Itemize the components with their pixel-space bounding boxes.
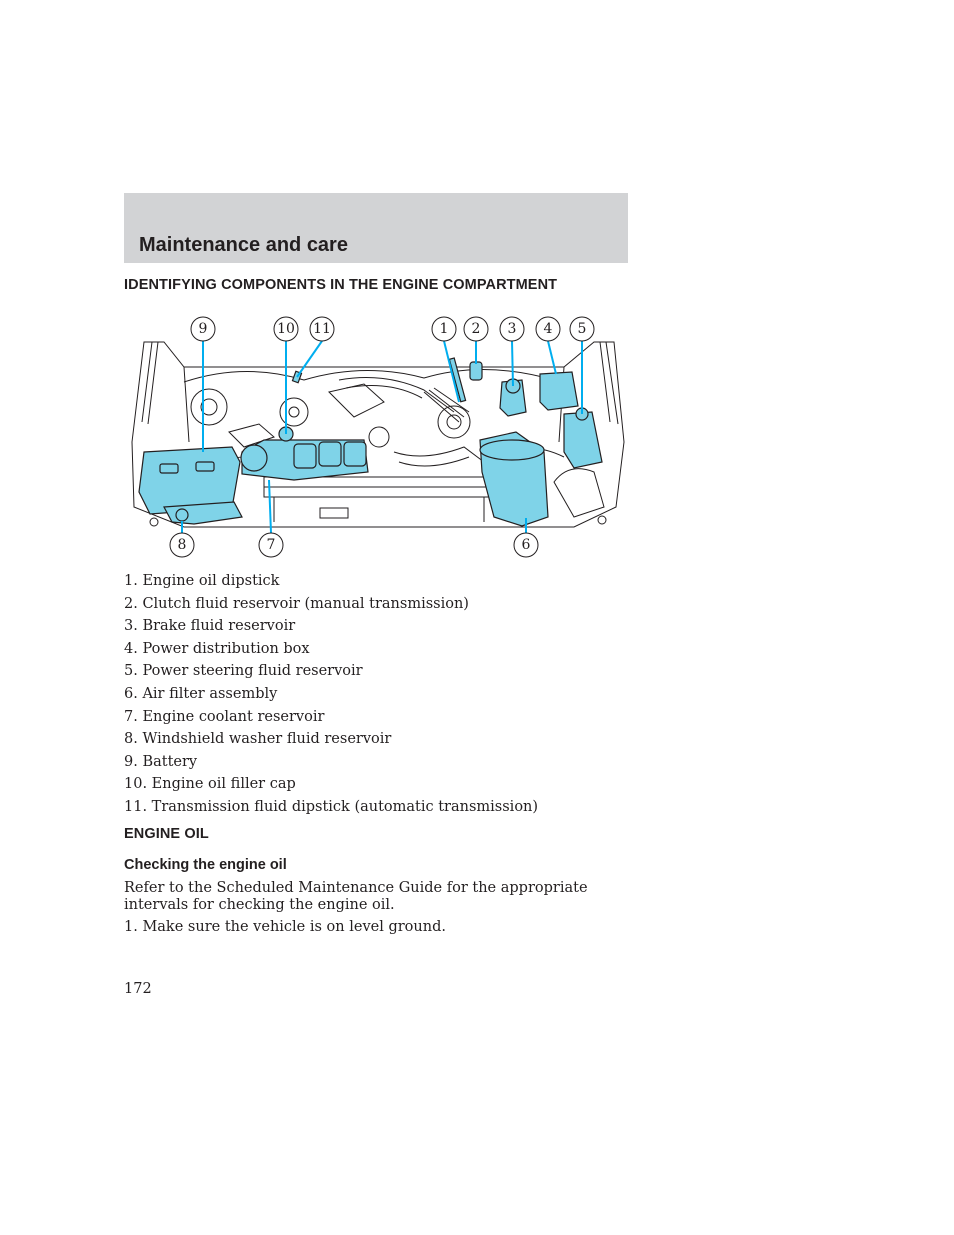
callout-2: 2 bbox=[471, 321, 481, 337]
callout-10: 10 bbox=[277, 321, 295, 337]
step-1: 1. Make sure the vehicle is on level ground. bbox=[124, 919, 446, 935]
list-item: 9. Battery bbox=[124, 753, 198, 770]
callout-11: 11 bbox=[313, 321, 331, 337]
list-item: 3. Brake fluid reservoir bbox=[124, 618, 296, 635]
component-list bbox=[124, 570, 538, 819]
callout-6: 6 bbox=[521, 537, 531, 553]
header-band bbox=[124, 193, 628, 263]
list-item: 11. Transmission fluid dipstick (automatic transmission) bbox=[124, 798, 539, 815]
callout-3: 3 bbox=[507, 321, 517, 337]
section-heading-components: IDENTIFYING COMPONENTS IN THE ENGINE COMPARTMENT bbox=[124, 277, 558, 293]
list-item: 6. Air filter assembly bbox=[124, 685, 278, 702]
paragraph-intervals: Refer to the Scheduled Maintenance Guide for the appropriate intervals for checking the engine oil. bbox=[124, 880, 588, 913]
callout-5: 5 bbox=[577, 321, 587, 337]
subheading-checking-oil: Checking the engine oil bbox=[124, 857, 287, 873]
list-item: 8. Windshield washer fluid reservoir bbox=[124, 731, 392, 748]
page-number: 172 bbox=[124, 981, 152, 997]
callout-1: 1 bbox=[439, 321, 449, 337]
list-item: 1. Engine oil dipstick bbox=[124, 573, 280, 589]
list-item: 5. Power steering fluid reservoir bbox=[124, 663, 363, 680]
list-item: 7. Engine coolant reservoir bbox=[124, 708, 325, 725]
callout-7: 7 bbox=[266, 537, 276, 553]
list-item: 4. Power distribution box bbox=[124, 640, 310, 657]
callout-9: 9 bbox=[198, 321, 208, 337]
list-item: 10. Engine oil filler cap bbox=[124, 776, 296, 793]
engine-compartment-diagram bbox=[124, 312, 630, 564]
list-item: 2. Clutch fluid reservoir (manual transmission) bbox=[124, 595, 469, 612]
callout-4: 4 bbox=[543, 321, 553, 337]
section-heading-engine-oil: ENGINE OIL bbox=[124, 826, 209, 842]
page-header-title: Maintenance and care bbox=[139, 234, 348, 256]
callout-8: 8 bbox=[177, 537, 187, 553]
